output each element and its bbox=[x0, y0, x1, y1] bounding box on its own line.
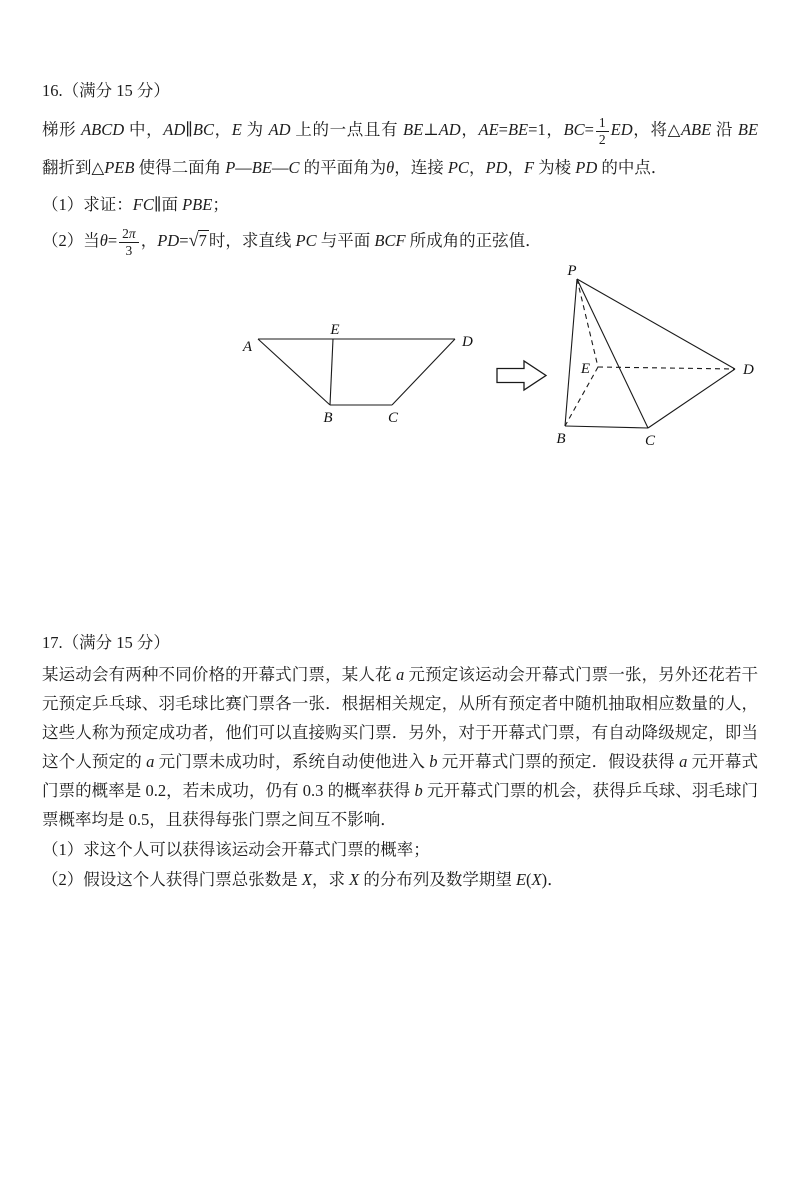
q16-item2-text-3: 时，求直线 PC 与平面 BCF 所成角的正弦值． bbox=[208, 231, 542, 250]
q16-body bbox=[42, 111, 758, 187]
edge-eb bbox=[330, 339, 333, 405]
vertex-label-d: D bbox=[462, 334, 473, 350]
fraction-one-half bbox=[596, 115, 609, 148]
q16-header: 16.（满分 15 分） bbox=[42, 81, 170, 100]
transform-arrow-icon bbox=[497, 361, 546, 390]
fraction-denominator: 3 bbox=[125, 242, 133, 258]
q17-header: 17.（满分 15 分） bbox=[42, 633, 170, 652]
radicand: 7 bbox=[198, 231, 207, 250]
q16-body-text-2: ED，将△ABE 沿 BE 翻折到△PEB 使得二面角 P—BE—C 的平面角为θ，连接 PC，PD，F 为棱 PD 的中点． bbox=[42, 120, 759, 177]
pyramid-figure bbox=[556, 263, 754, 449]
fraction-numerator: 1 bbox=[596, 115, 609, 132]
q16-item2-text-1: （2）当θ= bbox=[42, 231, 118, 250]
vertex-label-e: E bbox=[580, 361, 590, 377]
vertex-label-e: E bbox=[330, 322, 340, 338]
sqrt-7 bbox=[189, 231, 209, 250]
fraction-denominator: 2 bbox=[598, 131, 606, 147]
question-17 bbox=[42, 632, 758, 894]
q16-item2-text-2: ，PD= bbox=[140, 231, 189, 250]
vertex-label-b: B bbox=[323, 410, 333, 426]
edge-pb bbox=[565, 279, 577, 426]
q16-body-text-1: 梯形 ABCD 中，AD∥BC，E 为 AD 上的一点且有 BE⊥AD，AE=BE=1，BC= bbox=[42, 120, 594, 139]
arrow-shape bbox=[497, 361, 546, 390]
edge-pe-hidden bbox=[577, 279, 598, 367]
vertex-label-c: C bbox=[644, 433, 656, 449]
radical-sign: √ bbox=[188, 230, 199, 250]
edge-pd bbox=[577, 279, 735, 369]
edge-pc bbox=[577, 279, 648, 428]
q16-item-2 bbox=[42, 219, 758, 262]
q17-item-1: （1）求这个人可以获得该运动会开幕式门票的概率； bbox=[42, 840, 430, 859]
vertex-label-c: C bbox=[387, 410, 399, 426]
vertex-label-d: D bbox=[743, 362, 754, 378]
vertex-label-p: P bbox=[567, 263, 577, 279]
q17-body: 某运动会有两种不同价格的开幕式门票，某人花 a 元预定该运动会开幕式门票一张，另外还花若干元预定乒乓球、羽毛球比赛门票各一张．根据相关规定，从所有预定者中随机抽取相应数量的人，这些人称为预定成功者，他们可以直接购买门票．另外，对于开幕式门票，有自动降级规定，即当这个人预定的 a 元门票未成功时，系统自动使他进入 b 元开幕式门票的预定．假设获得 a 元开幕式门票的概率是 0.2，若未成功，仍有 0.3 的概率获得 b 元开幕式门票的机会，获得乒乓球、羽毛球门票概率均是 0.5，且获得每张门票之间互不影响． bbox=[42, 665, 759, 829]
q16-figure-svg bbox=[240, 262, 760, 452]
edge-ed-hidden bbox=[598, 367, 735, 369]
question-16 bbox=[42, 80, 758, 452]
trapezoid-figure bbox=[242, 322, 473, 426]
edge-bc bbox=[565, 426, 648, 428]
q16-figure bbox=[240, 262, 758, 452]
edge-cd bbox=[648, 369, 735, 428]
vertex-label-b: B bbox=[556, 431, 566, 447]
fraction-numerator: 2π bbox=[119, 226, 139, 243]
q17-item-2: （2）假设这个人获得门票总张数是 X，求 X 的分布列及数学期望 E(X)． bbox=[42, 870, 564, 889]
fraction-2pi-3 bbox=[119, 226, 139, 259]
edge-cd bbox=[392, 339, 455, 405]
edge-ab bbox=[258, 339, 330, 405]
q16-item-1: （1）求证：FC∥面 PBE； bbox=[42, 195, 229, 214]
vertex-label-a: A bbox=[242, 339, 252, 355]
